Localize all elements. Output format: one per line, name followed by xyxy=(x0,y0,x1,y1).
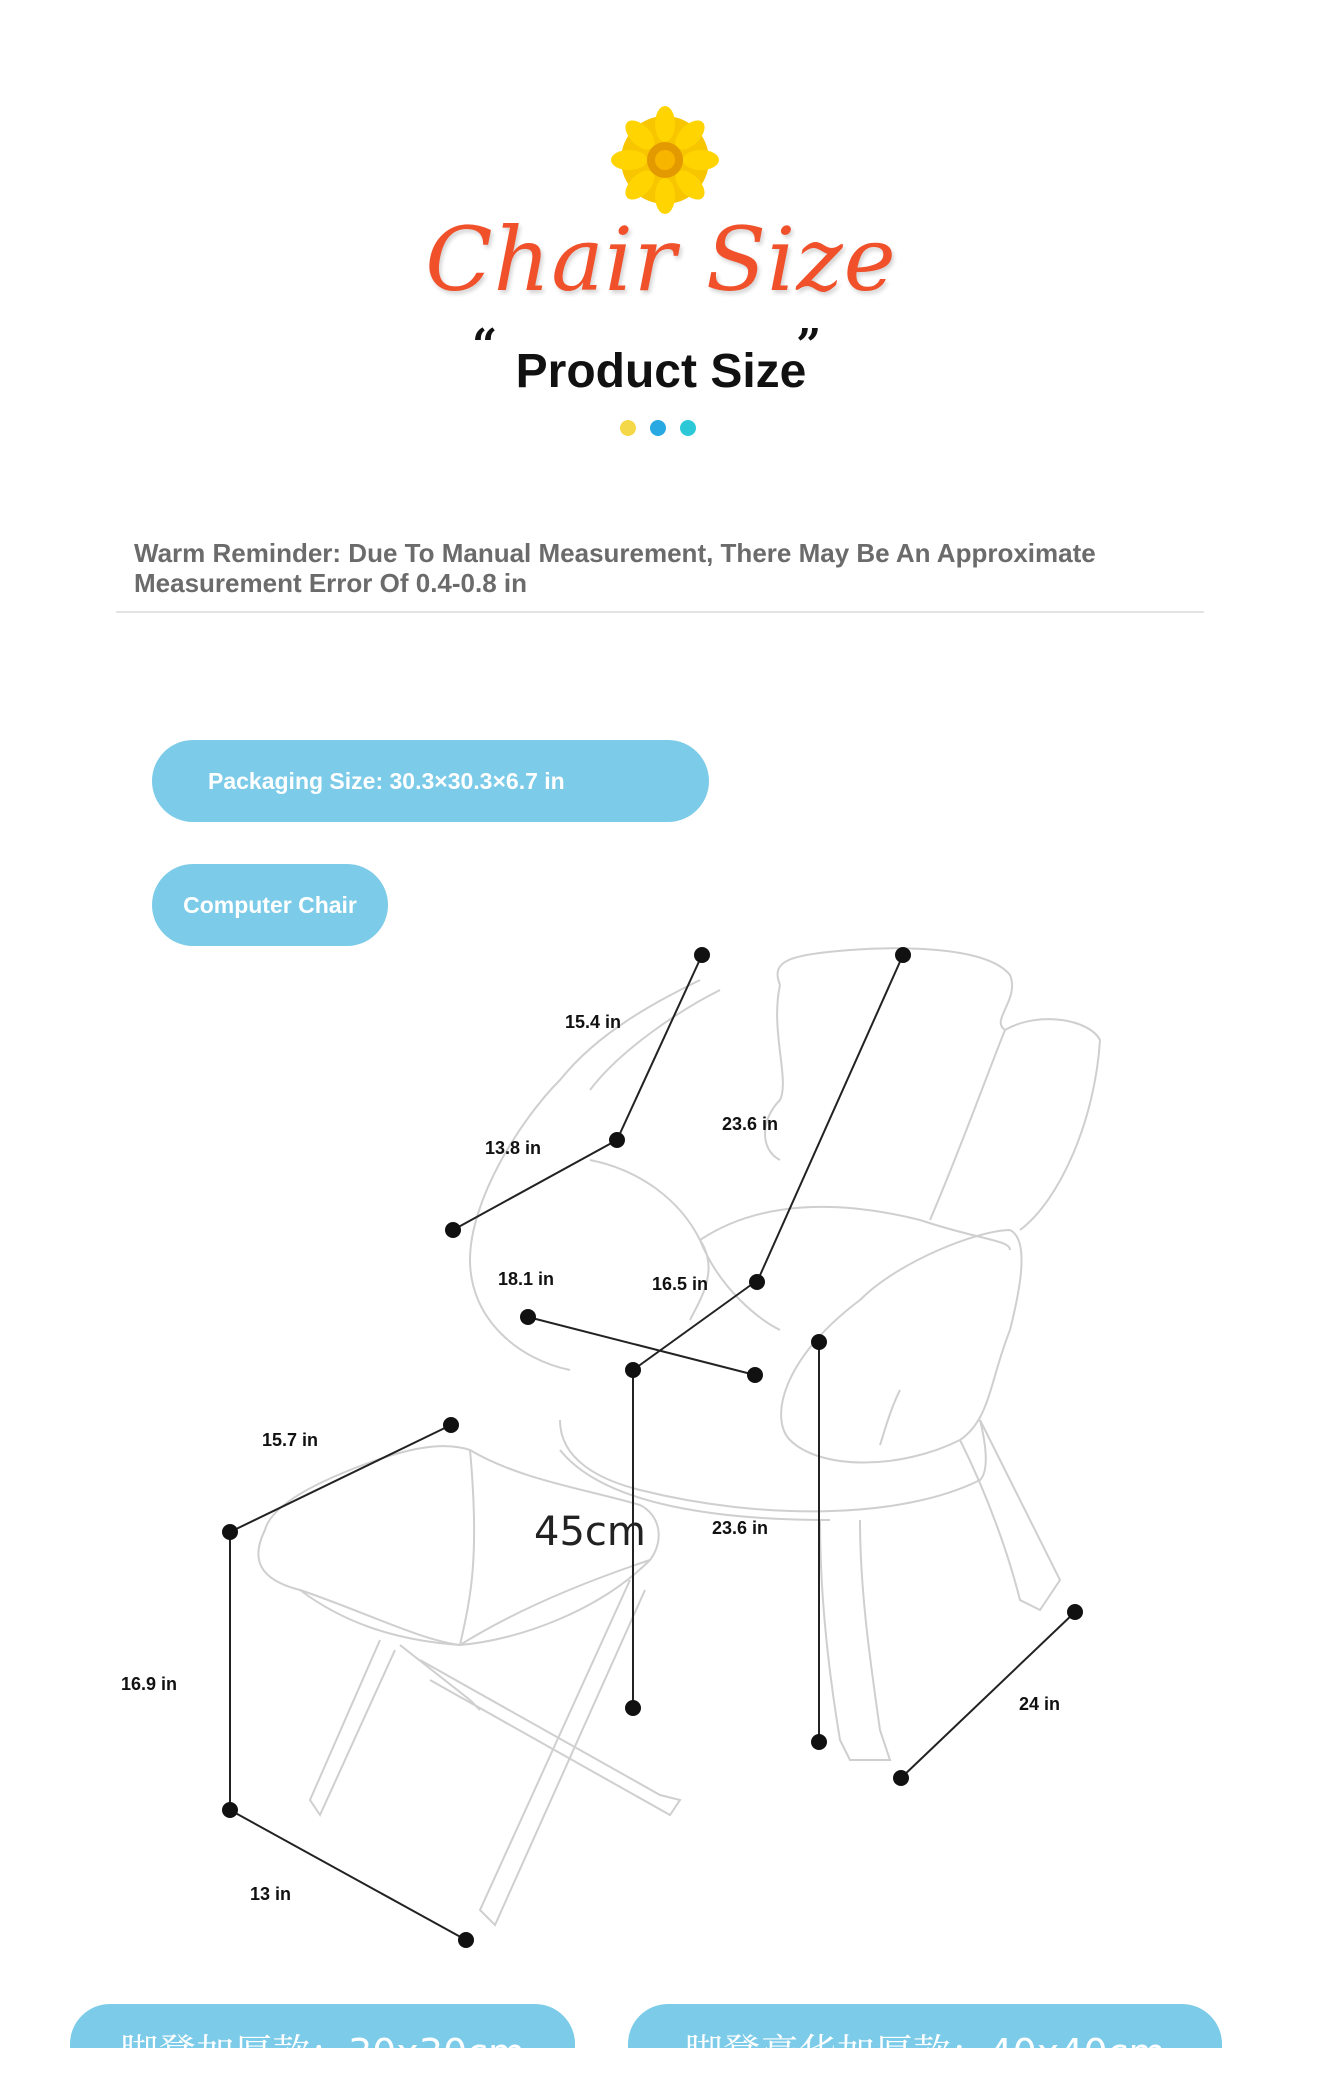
footstool-deluxe-badge: 脚凳豪华加厚款：40x40cm xyxy=(628,2004,1222,2048)
chair-outline xyxy=(258,948,1100,1925)
endpoint-dot-icon xyxy=(445,1222,461,1238)
dimension-label: 24 in xyxy=(1019,1694,1061,1714)
endpoint-dot-icon xyxy=(1067,1604,1083,1620)
dimension-label: 15.7 in xyxy=(262,1430,319,1450)
endpoint-dot-icon xyxy=(625,1700,641,1716)
dimension-endpoints xyxy=(222,947,1083,1948)
close-quote-mark: ” xyxy=(796,320,822,371)
dimension-label: 13.8 in xyxy=(485,1138,542,1158)
dimension-lines xyxy=(230,955,1075,1940)
measurement-reminder: Warm Reminder: Due To Manual Measurement, There May Be An Approximate Measurement Error Of 0.4-0.8 in xyxy=(134,538,1096,598)
endpoint-dot-icon xyxy=(747,1367,763,1383)
product-size-heading: Product Size xyxy=(515,345,807,398)
endpoint-dot-icon xyxy=(694,947,710,963)
dimension-label: 15.4 in xyxy=(565,1012,622,1032)
endpoint-dot-icon xyxy=(222,1802,238,1818)
open-quote-mark: “ xyxy=(472,320,498,371)
endpoint-dot-icon xyxy=(749,1274,765,1290)
packaging-size-badge: Packaging Size: 30.3×30.3×6.7 in xyxy=(152,740,709,822)
endpoint-dot-icon xyxy=(811,1734,827,1750)
endpoint-dot-icon xyxy=(443,1417,459,1433)
dimension-label: 23.6 in xyxy=(712,1518,769,1538)
endpoint-dot-icon xyxy=(609,1132,625,1148)
endpoint-dot-icon xyxy=(222,1524,238,1540)
endpoint-dot-icon xyxy=(893,1770,909,1786)
endpoint-dot-icon xyxy=(895,947,911,963)
dimension-label: 18.1 in xyxy=(498,1269,555,1289)
dimension-label: 13 in xyxy=(250,1884,292,1904)
dimension-label: 23.6 in xyxy=(722,1114,779,1134)
footstool-thick-badge: 脚凳加厚款：30x30cm xyxy=(70,2004,575,2048)
endpoint-dot-icon xyxy=(811,1334,827,1350)
endpoint-dot-icon xyxy=(458,1932,474,1948)
dimension-label-cm: 45cm xyxy=(534,1509,646,1555)
dimension-label: 16.5 in xyxy=(652,1274,709,1294)
endpoint-dot-icon xyxy=(520,1309,536,1325)
dimension-label: 16.9 in xyxy=(121,1674,178,1694)
endpoint-dot-icon xyxy=(625,1362,641,1378)
computer-chair-badge: Computer Chair xyxy=(152,864,388,946)
chair-size-title: Chair Size xyxy=(425,208,897,311)
